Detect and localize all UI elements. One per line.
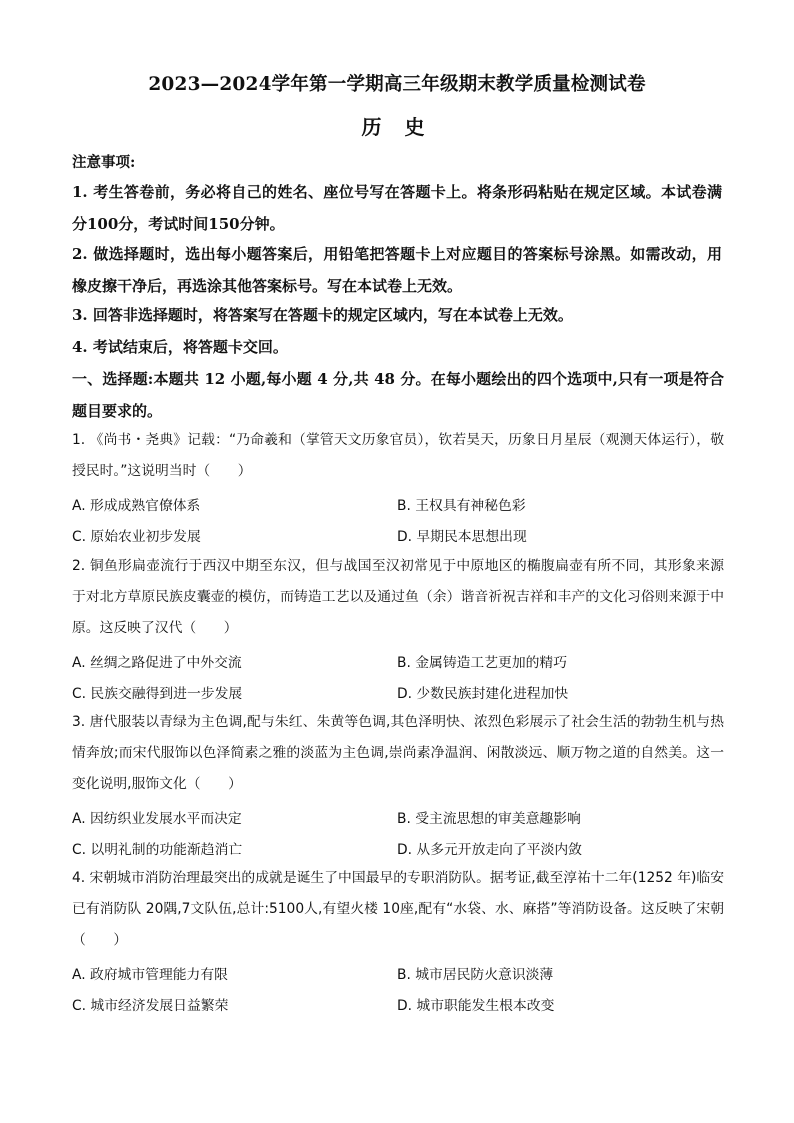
notice-item-1: 1. 考生答卷前，务必将自己的姓名、座位号写在答题卡上。将条形码粘贴在规定区域。本试卷满分100分，考试时间150分钟。 [72,183,722,233]
question-1-option-a[interactable]: A. 形成成熟官僚体系 [72,498,201,514]
question-3-stem: 3. 唐代服装以青绿为主色调,配与朱红、朱黄等色调,其色泽明快、浓烈色彩展示了社会生活的勃勃生机与热情奔放;而宋代服饰以色泽简素之雅的淡蓝为主色调,崇尚素净温润、闲散淡远、顺万物之道的自然美。这一变化说明,服饰文化（ ） [72,714,724,792]
question-3-option-d[interactable]: D. 从多元开放走向了平淡内敛 [397,842,582,858]
question-4-option-b[interactable]: B. 城市居民防火意识淡薄 [397,967,554,983]
question-4-stem: 4. 宋朝城市消防治理最突出的成就是诞生了中国最早的专职消防队。据考证,截至淳祐十二年(1252 年)临安已有消防队 20隅,7文队伍,总计:5100人,有望火楼 10座,配有“水袋、水、麻搭”等消防设备。这反映了宋朝（ ） [72,870,724,948]
notice-item-2: 2. 做选择题时，选出每小题答案后，用铅笔把答题卡上对应题目的答案标号涂黑。如需改动，用橡皮擦干净后，再选涂其他答案标号。写在本试卷上无效。 [72,245,722,295]
question-2-option-a[interactable]: A. 丝绸之路促进了中外交流 [72,655,242,671]
notice-item-3: 3. 回答非选择题时，将答案写在答题卡的规定区域内，写在本试卷上无效。 [72,306,573,324]
question-3-option-b[interactable]: B. 受主流思想的审美意趣影响 [397,811,581,827]
question-1-option-b[interactable]: B. 王权具有神秘色彩 [397,498,526,514]
question-4-option-c[interactable]: C. 城市经济发展日益繁荣 [72,998,229,1014]
question-2-stem: 2. 铜鱼形扁壶流行于西汉中期至东汉，但与战国至汉初常见于中原地区的椭腹扁壶有所不同，其形象来源于对北方草原民族皮囊壶的模仿，而铸造工艺以及通过鱼（余）谐音祈祝吉祥和丰产的文化习俗则来源于中原。这反映了汉代（ ） [72,558,724,636]
notice-item-4: 4. 考试结束后，将答题卡交回。 [72,338,288,356]
question-3-option-a[interactable]: A. 因纺织业发展水平而决定 [72,811,242,827]
question-4-option-d[interactable]: D. 城市职能发生根本改变 [397,998,555,1014]
notes-heading: 注意事项: [72,154,136,171]
question-3-option-c[interactable]: C. 以明礼制的功能渐趋消亡 [72,842,243,858]
question-1-option-d[interactable]: D. 早期民本思想出现 [397,529,527,545]
subject-title: 历 史 [361,115,433,139]
question-2-option-d[interactable]: D. 少数民族封建化进程加快 [397,686,569,702]
question-2-option-b[interactable]: B. 金属铸造工艺更加的精巧 [397,655,568,671]
question-2-option-c[interactable]: C. 民族交融得到进一步发展 [72,686,243,702]
exam-title: 2023—2024学年第一学期高三年级期末教学质量检测试卷 [148,74,646,95]
question-1-stem: 1. 《尚书・尧典》记载：“乃命羲和（掌管天文历象官员），钦若昊天，历象日月星辰（观测天体运行），敬授民时。”这说明当时（ ） [72,432,724,479]
section-heading: 一、选择题:本题共 12 小题,每小题 4 分,共 48 分。在每小题绘出的四个选项中,只有一项是符合题目要求的。 [72,370,724,420]
question-4-option-a[interactable]: A. 政府城市管理能力有限 [72,967,228,983]
question-1-option-c[interactable]: C. 原始农业初步发展 [72,529,201,545]
